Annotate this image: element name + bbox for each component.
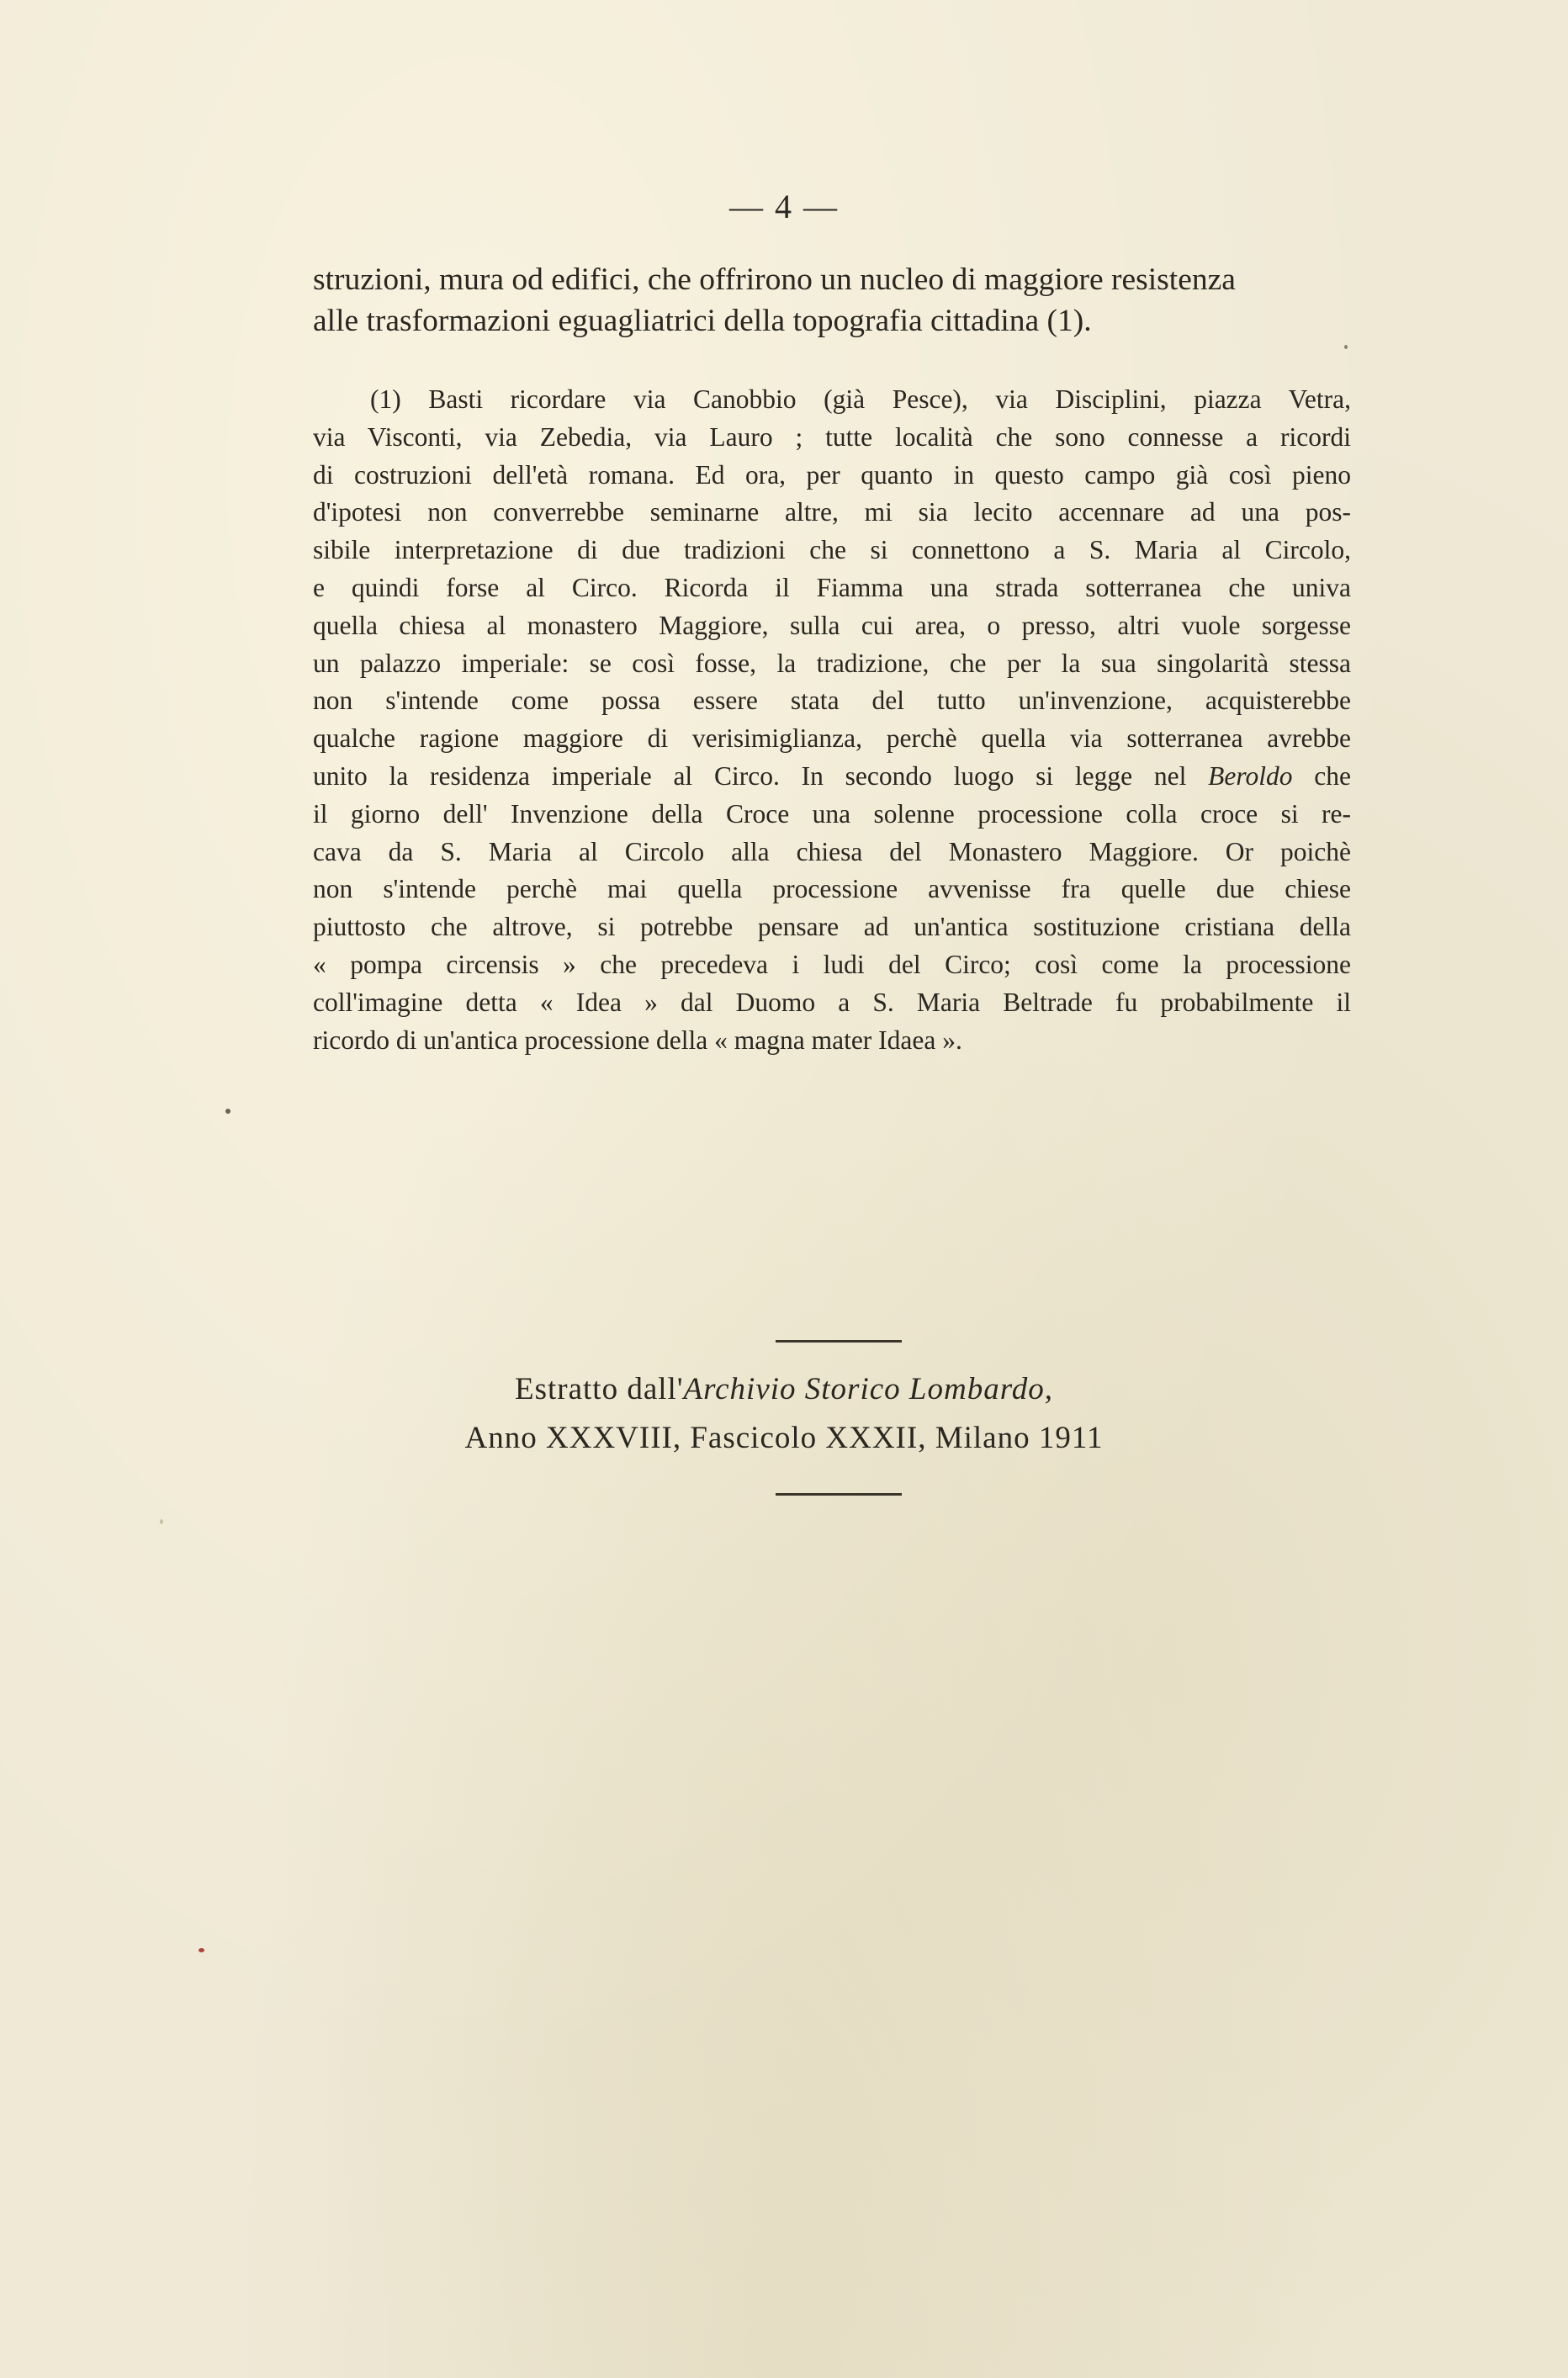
footnote <box>313 381 1351 1059</box>
paper-speck <box>225 1109 230 1114</box>
paper-speck <box>1344 345 1348 349</box>
footnote-line: di costruzioni dell'età romana. Ed ora, per quanto in questo campo già così pieno <box>313 459 1351 490</box>
footnote-line: d'ipotesi non converrebbe seminarne altre, mi sia lecito accennare ad una pos- <box>313 497 1351 527</box>
footnote-italic-title: Beroldo <box>1208 760 1293 791</box>
imprint-line <box>0 1371 1568 1407</box>
page-number: — 4 — <box>729 188 839 225</box>
footnote-line: quella chiesa al monastero Maggiore, sulla cui area, o presso, altri vuole sorgesse <box>313 610 1351 640</box>
body-line: struzioni, mura od edifici, che offrirono un nucleo di maggiore resistenza <box>313 262 1236 297</box>
footnote-text: che <box>1314 760 1351 791</box>
divider-rule <box>776 1493 902 1496</box>
paper-speck <box>160 1519 163 1524</box>
imprint-prefix: Estratto dall' <box>515 1372 684 1406</box>
imprint-journal-title: Archivio Storico Lombardo, <box>683 1372 1053 1406</box>
footnote-line: (1) Basti ricordare via Canobbio (già Pesce), via Disciplini, piazza Vetra, <box>370 384 1351 414</box>
footnote-line-with-italic <box>313 758 1351 796</box>
footnote-line: coll'imagine detta « Idea » dal Duomo a S. Maria Beltrade fu probabilmente il <box>313 987 1351 1017</box>
footnote-line: « pompa circensis » che precedeva i ludi del Circo; così come la processione <box>313 949 1351 979</box>
body-line: alle trasformazioni eguagliatrici della topografia cittadina (1). <box>313 304 1092 338</box>
footnote-line: sibile interpretazione di due tradizioni che si connettono a S. Maria al Circolo, <box>313 535 1351 565</box>
footnote-line: non s'intende come possa essere stata del tutto un'invenzione, acquisterebbe <box>313 686 1351 716</box>
footnote-line: qualche ragione maggiore di verisimiglianza, perchè quella via sotterranea avrebbe <box>313 723 1351 754</box>
footnote-line: ricordo di un'antica processione della « magna mater Idaea ». <box>313 1025 962 1055</box>
imprint-details: Anno XXXVIII, Fascicolo XXXII, Milano 1911 <box>464 1421 1104 1455</box>
footnote-line: cava da S. Maria al Circolo alla chiesa del Monastero Maggiore. Or poichè <box>313 836 1351 866</box>
footnote-line: un palazzo imperiale: se così fosse, la tradizione, che per la sua singolarità stessa <box>313 648 1351 678</box>
body-text <box>313 259 1351 342</box>
footnote-line: il giorno dell' Invenzione della Croce una solenne processione colla croce si re- <box>313 798 1351 829</box>
divider-rule <box>776 1340 902 1343</box>
footnote-line: via Visconti, via Zebedia, via Lauro ; tutte località che sono connesse a ricordi <box>313 421 1351 452</box>
paper-speck <box>199 1948 204 1952</box>
footnote-line: non s'intende perchè mai quella processione avvenisse fra quelle due chiese <box>313 874 1351 904</box>
footnote-text: unito la residenza imperiale al Circo. In secondo luogo si legge nel <box>313 760 1187 791</box>
footnote-line: e quindi forse al Circo. Ricorda il Fiamma una strada sotterranea che univa <box>313 572 1351 602</box>
footnote-line: piuttosto che altrove, si potrebbe pensare ad un'antica sostituzione cristiana della <box>313 912 1351 942</box>
